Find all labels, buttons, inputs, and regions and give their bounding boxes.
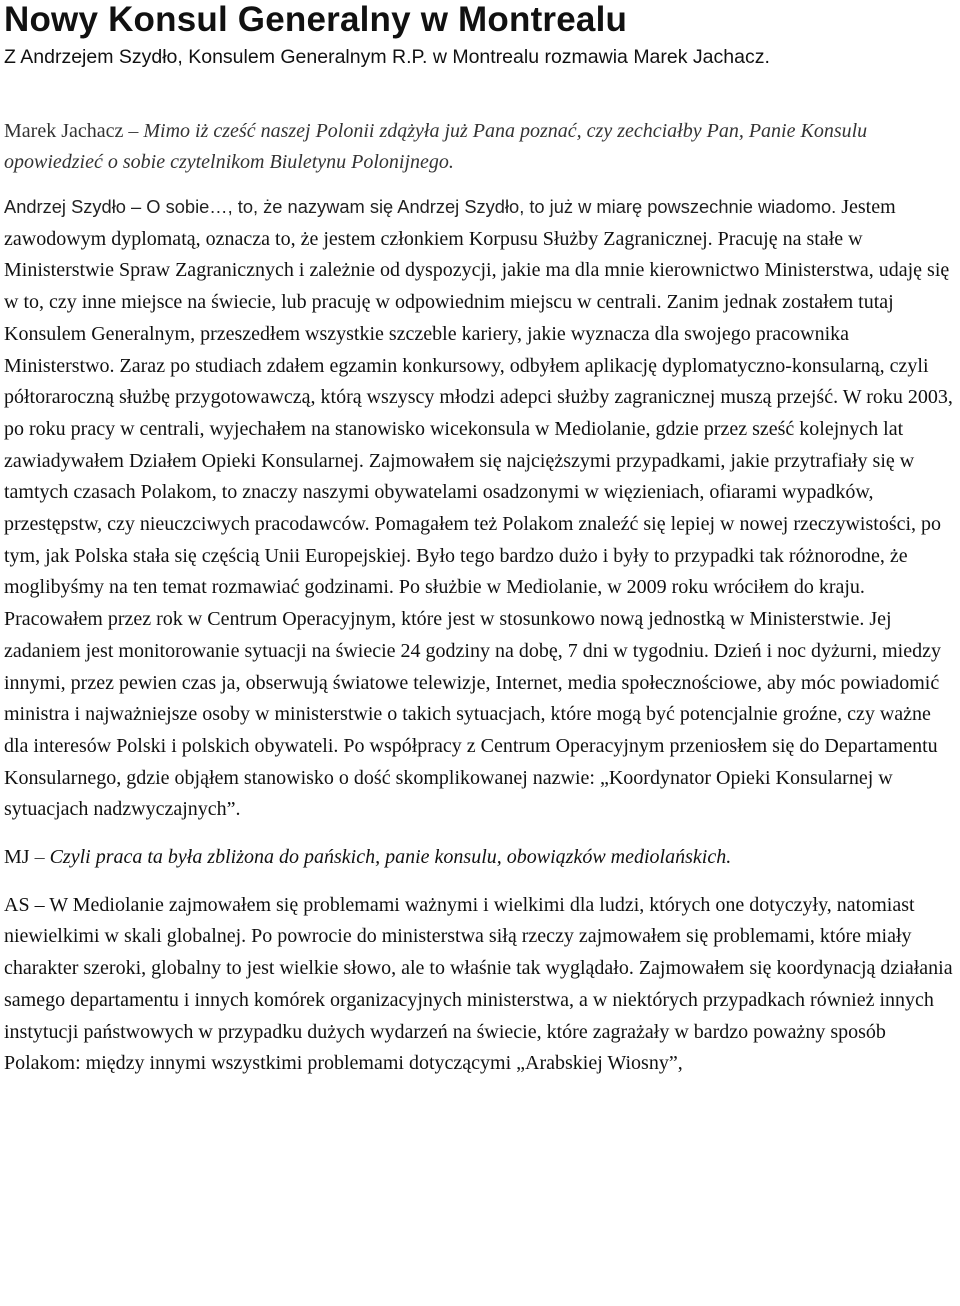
document-page (4, 0, 956, 1080)
speaker-name: AS (4, 893, 30, 916)
article-title: Nowy Konsul Generalny w Montrealu (4, 0, 628, 39)
question-text: Mimo iż cześć naszej Polonii zdążyła już Pana poznać, czy zechciałby Pan, Panie Konsulu opowiedzieć o sobie czytelnikom Biuletynu Polonijnego. (4, 120, 868, 173)
answer-text: W Mediolanie zajmowałem się problemami ważnymi i wielkimi dla ludzi, których one dotyczyły, natomiast niewielkimi w skali globalnej. Po powrocie do ministerstwa siłą rzeczy zajmowałem się problemami, które miały charakter szeroki, globalny to jest wielkie słowo, ale to właśnie tak wyglądało. Zajmowałem się koordynacją działania samego departamentu i innych komórek organizacyjnych ministerstwa, a w niektórych przypadkach również innych instytucji państwowych w przypadku dużych wydarzeń na świecie, które zagrażały w bardzo poważny sposób Polakom: między innymi wszystkimi problemami dotyczącymi „Arabskiej Wiosny”, (4, 893, 953, 1075)
speaker-name: MJ (4, 846, 30, 869)
interview-question-1 (4, 116, 956, 178)
speaker-dash: – (34, 846, 45, 869)
interview-answer-1 (4, 191, 956, 826)
interview-question-2 (4, 842, 956, 874)
interview-answer-2 (4, 890, 956, 1080)
speaker-dash: – (34, 893, 45, 916)
answer-text: Jestem zawodowym dyplomatą, oznacza to, że jestem członkiem Korpusu Służby Zagranicznej. Pracuję na stałe w Ministerstwie Spraw Zagranicznych i zależnie od dyspozycji, jakie ma dla mnie kierownictwo Ministerstwa, udaję się w to, czy inne miejsce na świecie, lub pracuję w odpowiednim miejscu w centrali. Zanim jednak zostałem tutaj Konsulem Generalnym, przeszedłem wszystkie szczeble kariery, jakie wyznacza dla swojego pracownika Ministerstwo. Zaraz po studiach zdałem egzamin konkursowy, odbyłem aplikację dyplomatyczno-konsularną, czyli półtoraroczną służbę przygotowawczą, którą wszyscy młodzi adepci służby zagranicznej muszą przejść. W roku 2003, po roku pracy w centrali, wyjechałem na stanowisko wicekonsula w Mediolanie, gdzie przez sześć kolejnych lat zawiadywałem Działem Opieki Konsularnej. Zajmowałem się najcięższymi przypadkami, jakie przytrafiały się w tamtych czasach Polakom, to znaczy naszymi obywatelami osadzonymi w więzieniach, ofiarami wypadków, przestępstw, czy nieuczciwych pracodawców. Pomagałem też Polakom znaleźć się lepiej w nowej rzeczywistości, po tym, jak Polska stała się częścią Unii Europejskiej. Było tego bardzo dużo i były to przypadki tak różnorodne, że moglibyśmy na ten temat rozmawiać godzinami. Po służbie w Mediolanie, w 2009 roku wróciłem do kraju. Pracowałem przez rok w Centrum Operacyjnym, które jest w stosunkowo nową jednostką w Ministerstwie. Jej zadaniem jest monitorowanie sytuacji na świecie 24 godziny na dobę, 7 dni w tygodniu. Dzień i noc dyżurni, miedzy innymi, przez pewien czas ja, obserwują światowe telewizje, Internet, media społecznościowe, aby móc powiadomić ministra i najważniejsze osoby w ministerstwie o takich sytuacjach, które mogą być potencjalnie groźne, czy ważne dla interesów Polski i polskich obywateli. Po współpracy z Centrum Operacyjnym przeniosłem się do Departamentu Konsularnego, gdzie objąłem stanowisko o dość skomplikowanej nazwie: „Koordynator Opieki Konsularnej w sytuacjach nadzwyczajnych”. (4, 196, 953, 821)
speaker-name: Marek Jachacz (4, 120, 124, 142)
answer-lead-text: O sobie…, to, że nazywam się Andrzej Szydło, to już w miarę powszechnie wiadomo. (146, 196, 837, 217)
article-subtitle: Z Andrzejem Szydło, Konsulem Generalnym R.P. w Montrealu rozmawia Marek Jachacz. (4, 46, 770, 68)
question-text: Czyli praca ta była zbliżona do pańskich, panie konsulu, obowiązków mediolańskich. (49, 846, 732, 869)
speaker-dash: – (131, 196, 142, 217)
speaker-dash: – (128, 120, 139, 142)
speaker-name: Andrzej Szydło (4, 196, 126, 217)
